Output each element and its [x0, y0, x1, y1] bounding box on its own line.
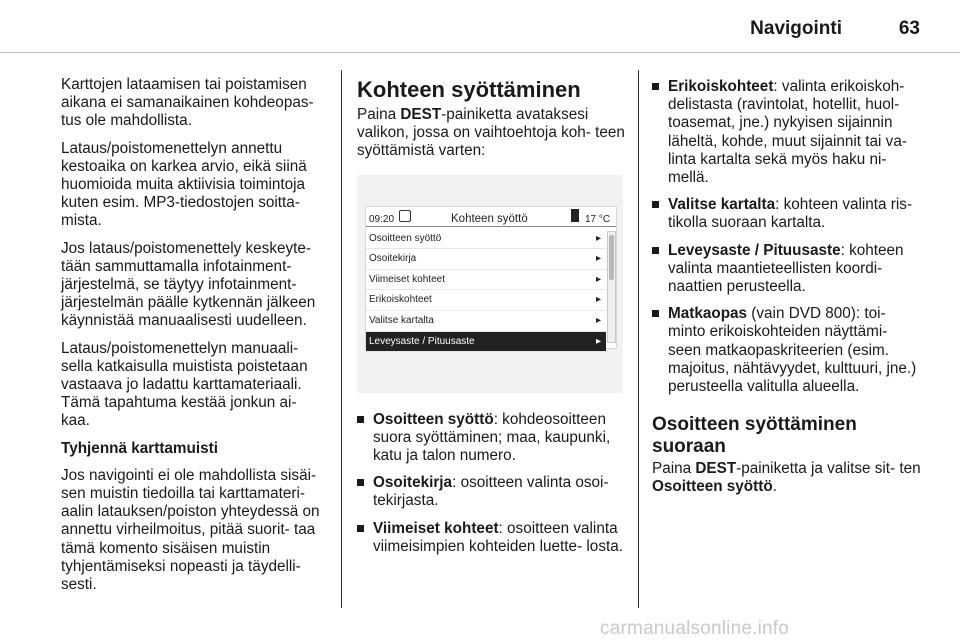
- option-term: Valitse kartalta: [668, 196, 776, 214]
- clock-time: 09:20: [369, 213, 395, 225]
- menu-item-label: Osoitekirja: [369, 253, 417, 265]
- paragraph: Jos navigointi ei ole mahdollista sisäi- sen muistin tiedoilla tai karttamateri- aalin latauksen/poiston yhteydessä on annettu virheilmoitus, pitää suorit- taa tämä komento sisäisen muistin tyhjentämiseksi nopeasti ja täydelli- sesti.: [61, 466, 320, 594]
- text: Paina: [652, 460, 696, 478]
- option-description: (vain DVD 800): toi- minto erikoiskohteiden näyttämi- seen matkaopaskriteerien (esim. majoitus, nähtävyydet, kulttuuri, jne.) perusteella valitulla alueella.: [668, 305, 917, 396]
- arrow-right-icon: ▸: [595, 253, 601, 265]
- option-term: Osoitteen syöttö: [373, 410, 494, 428]
- menu-scrollbar[interactable]: [607, 231, 616, 343]
- menu-item-valitse-kartalta[interactable]: [366, 311, 606, 332]
- bullet-icon: [652, 83, 659, 90]
- arrow-right-icon: ▸: [595, 273, 601, 285]
- list-item: [652, 242, 922, 297]
- list-item: [357, 474, 625, 510]
- option-description: : osoitteen valinta osoi- tekirjasta.: [373, 474, 609, 510]
- column-3: [652, 78, 922, 497]
- option-description: : valinta erikoiskoh- delistasta (ravintolat, hotellit, huol- toasemat, jne.) nykyisen sijainnin läheltä, kohde, muut sijainnit tai va- linta kartalta sekä myös haku ni- mellä.: [668, 78, 907, 187]
- paragraph: Jos lataus/poistomenettely keskeyte- tään sammuttamalla infotainment- järjestelmä, se täytyy infotainment- järjestelmän päälle kytkennän jälkeen käynnistää manuaalisesti uudelleen.: [61, 239, 316, 330]
- menu-item-label: Erikoiskohteet: [369, 294, 432, 306]
- column-2: [357, 78, 625, 565]
- clock-icon: [399, 210, 411, 222]
- bullet-icon: [357, 479, 364, 486]
- screen-title: Kohteen syöttö: [451, 212, 528, 225]
- menu-item-osoitteen-syotto[interactable]: [366, 229, 606, 250]
- section-heading: Osoitteen syöttäminen suoraan: [652, 414, 857, 458]
- list-item: [652, 196, 922, 232]
- menu-item-erikoiskohteet[interactable]: [366, 290, 606, 311]
- column-divider-2: [638, 70, 639, 608]
- option-term: Osoitekirja: [373, 474, 453, 492]
- screen-status-bar: [366, 207, 616, 227]
- list-item: [357, 520, 625, 556]
- menu-reference: Osoitteen syöttö: [652, 478, 773, 496]
- option-term: Viimeiset kohteet: [373, 519, 499, 537]
- arrow-right-icon: ▸: [595, 314, 601, 326]
- dest-key-label: DEST: [695, 460, 737, 478]
- option-description: : kohteen valinta ris- tikolla suoraan kartalta.: [668, 196, 913, 232]
- subheading: Tyhjennä karttamuisti: [61, 439, 218, 457]
- arrow-right-icon: ▸: [595, 335, 601, 347]
- bullet-icon: [357, 416, 364, 423]
- menu-item-label: Osoitteen syöttö: [369, 232, 442, 244]
- page-header: [0, 0, 960, 50]
- paragraph: Lataus/poistomenettelyn annettu kestoaika on karkea arvio, eikä siinä huomioida muita aktiivisia toimintoja kuten esim. MP3-tiedostojen soitta- mista.: [61, 139, 307, 230]
- page-number: 63: [898, 18, 920, 39]
- bullet-icon: [652, 310, 659, 317]
- text: -painiketta avataksesi valikon, jossa on vaihtoehtoja koh- teen syöttämistä varten:: [357, 106, 625, 160]
- menu-item-label: Viimeiset kohteet: [369, 273, 445, 285]
- paragraph: [652, 460, 922, 496]
- column-divider-1: [341, 70, 342, 608]
- infotainment-screen: [365, 206, 617, 349]
- menu-item-viimeiset-kohteet[interactable]: [366, 270, 606, 291]
- option-description: : kohdeosoitteen suora syöttäminen; maa, kaupunki, katu ja talon numero.: [373, 410, 611, 465]
- destination-menu: [366, 229, 606, 353]
- option-list: [357, 411, 625, 556]
- thermometer-icon: [571, 209, 579, 222]
- option-term: Leveysaste / Pituusaste: [668, 241, 841, 259]
- text: Paina: [357, 106, 401, 123]
- column-1: [61, 76, 326, 603]
- list-item: [652, 78, 922, 187]
- bullet-icon: [652, 201, 659, 208]
- screenshot-figure: [357, 175, 623, 393]
- paragraph: Karttojen lataamisen tai poistamisen aikana ei samanaikainen kohdeopas- tus ole mahdollista.: [61, 76, 314, 130]
- bullet-icon: [652, 247, 659, 254]
- dest-key-label: DEST: [400, 106, 442, 123]
- arrow-right-icon: ▸: [595, 294, 601, 306]
- text: -painiketta ja valitse sit- ten: [736, 460, 921, 478]
- menu-item-leveysaste-pituusaste[interactable]: [366, 332, 606, 353]
- section-title: Navigointi: [750, 18, 842, 39]
- arrow-right-icon: ▸: [595, 232, 601, 244]
- bullet-icon: [357, 525, 364, 532]
- menu-item-label: Valitse kartalta: [369, 314, 434, 326]
- temperature: 17 °C: [585, 213, 611, 225]
- paragraph: Lataus/poistomenettelyn manuaali- sella katkaisulla muistista poistetaan vastaava jo ladattu karttamateriaali. Tämä tapahtuma kestää jonkun ai- kaa.: [61, 339, 308, 430]
- option-description: : kohteen valinta maantieteellisten koordi- naattien perusteella.: [668, 241, 904, 296]
- option-term: Erikoiskohteet: [668, 78, 774, 95]
- menu-item-osoitekirja[interactable]: [366, 249, 606, 270]
- watermark: carmanualsonline.info: [600, 618, 790, 639]
- text: .: [772, 478, 777, 496]
- option-description: : osoitteen valinta viimeisimpien kohteiden luette- losta.: [373, 519, 623, 555]
- section-heading: Kohteen syöttäminen: [357, 77, 581, 102]
- list-item: [652, 305, 922, 396]
- intro-paragraph: [357, 106, 625, 161]
- scrollbar-thumb[interactable]: [609, 235, 614, 280]
- header-divider: [0, 52, 960, 53]
- menu-item-label: Leveysaste / Pituusaste: [369, 335, 475, 347]
- list-item: [357, 411, 625, 466]
- option-list: [652, 78, 922, 396]
- option-term: Matkaopas: [668, 305, 748, 323]
